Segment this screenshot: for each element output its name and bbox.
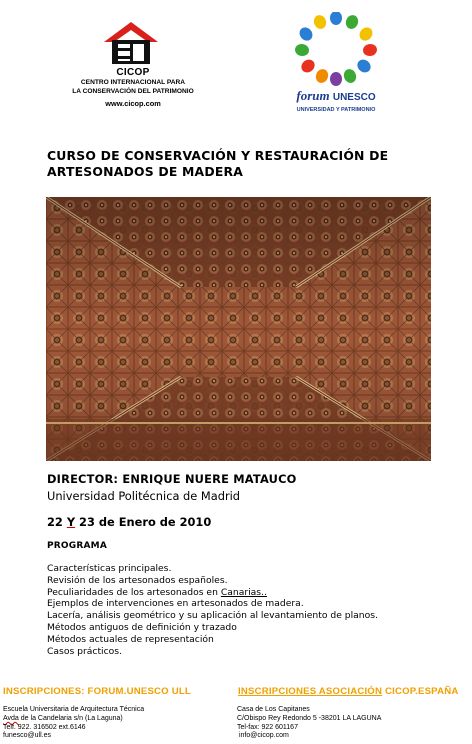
inscriptions-cicop-heading	[238, 686, 458, 697]
cicop-subtitle-line1: CENTRO INTERNACIONAL PARA	[80, 79, 186, 86]
address-abbrev: Avda	[3, 714, 19, 722]
address-cicop	[237, 706, 381, 741]
phone-line: Telf. 922. 316502 ext.6146	[3, 723, 86, 731]
asociacion-word: ASOCIACIÓN	[316, 686, 383, 697]
date-start: 22	[47, 515, 67, 529]
address-street: de la Candelaria s/n (La Laguna)	[18, 714, 123, 722]
cicop-house-emblem	[96, 20, 166, 66]
email-link[interactable]: info@cicop.com	[237, 732, 289, 740]
course-title-line2: ARTESONADOS DE MADERA	[47, 164, 244, 179]
unesco-word: UNESCO	[332, 92, 376, 103]
address-forum	[3, 706, 144, 741]
date-end: 23 de Enero de 2010	[75, 515, 212, 529]
list-item: Lacería, análisis geométrico y su aplicación al levantamiento de planos.	[47, 610, 378, 622]
address-line: C/Obispo Rey Redondo 5 -38201 LA LAGUNA	[237, 714, 382, 722]
forum-word: forum	[296, 88, 330, 103]
topic-text: Peculiaridades de los artesonados en	[47, 586, 221, 598]
address-line: Escuela Universitaria de Arquitectura Técnica	[3, 706, 145, 713]
program-topic-list	[47, 563, 447, 657]
inscriptions-word: INSCRIPCIONES	[238, 686, 317, 697]
forum-unesco-logo	[276, 12, 396, 116]
topic-link: Canarias..	[220, 586, 267, 598]
list-item: Revisión de los artesonados españoles.	[47, 574, 228, 586]
cicop-logo	[48, 20, 218, 116]
hands-circle-emblem	[276, 12, 396, 88]
director-name: DIRECTOR: ENRIQUE NUERE MATAUCO	[47, 472, 297, 486]
list-item	[47, 587, 447, 599]
director-university: Universidad Politécnica de Madrid	[47, 489, 241, 503]
cicop-espana-word: CICOP.ESPAÑA	[382, 686, 459, 697]
address-line: Casa de Los Capitanes	[237, 706, 310, 713]
cicop-subtitle-line2: LA CONSERVACIÓN DEL PATRIMONIO	[72, 88, 194, 95]
course-dates	[47, 515, 211, 529]
list-item: Métodos antiguos de definición y trazado	[47, 621, 237, 633]
cicop-url: www.cicop.com	[105, 99, 161, 108]
program-heading: PROGRAMA	[47, 541, 107, 551]
forum-unesco-wordmark	[276, 88, 396, 104]
phone-line: Tel-fax: 922 601167	[237, 723, 298, 731]
forum-subtitle: UNIVERSIDAD Y PATRIMONIO	[296, 107, 376, 113]
artesonado-ceiling-photo	[46, 197, 431, 461]
cicop-name: CICOP	[116, 67, 150, 78]
list-item: Características principales.	[47, 563, 172, 574]
inscriptions-forum-heading: INSCRIPCIONES: FORUM.UNESCO ULL	[3, 686, 191, 697]
date-conjunction: Y	[66, 515, 76, 529]
email-link[interactable]: funesco@ull.es	[3, 732, 51, 740]
list-item: Ejemplos de intervenciones en artesonados de madera.	[47, 598, 304, 610]
course-title-line1: CURSO DE CONSERVACIÓN Y RESTAURACIÓN DE	[47, 148, 389, 163]
course-title	[47, 148, 427, 180]
list-item: Casos prácticos.	[47, 645, 122, 657]
address-line	[3, 715, 144, 724]
list-item: Métodos actuales de representación	[47, 633, 214, 645]
